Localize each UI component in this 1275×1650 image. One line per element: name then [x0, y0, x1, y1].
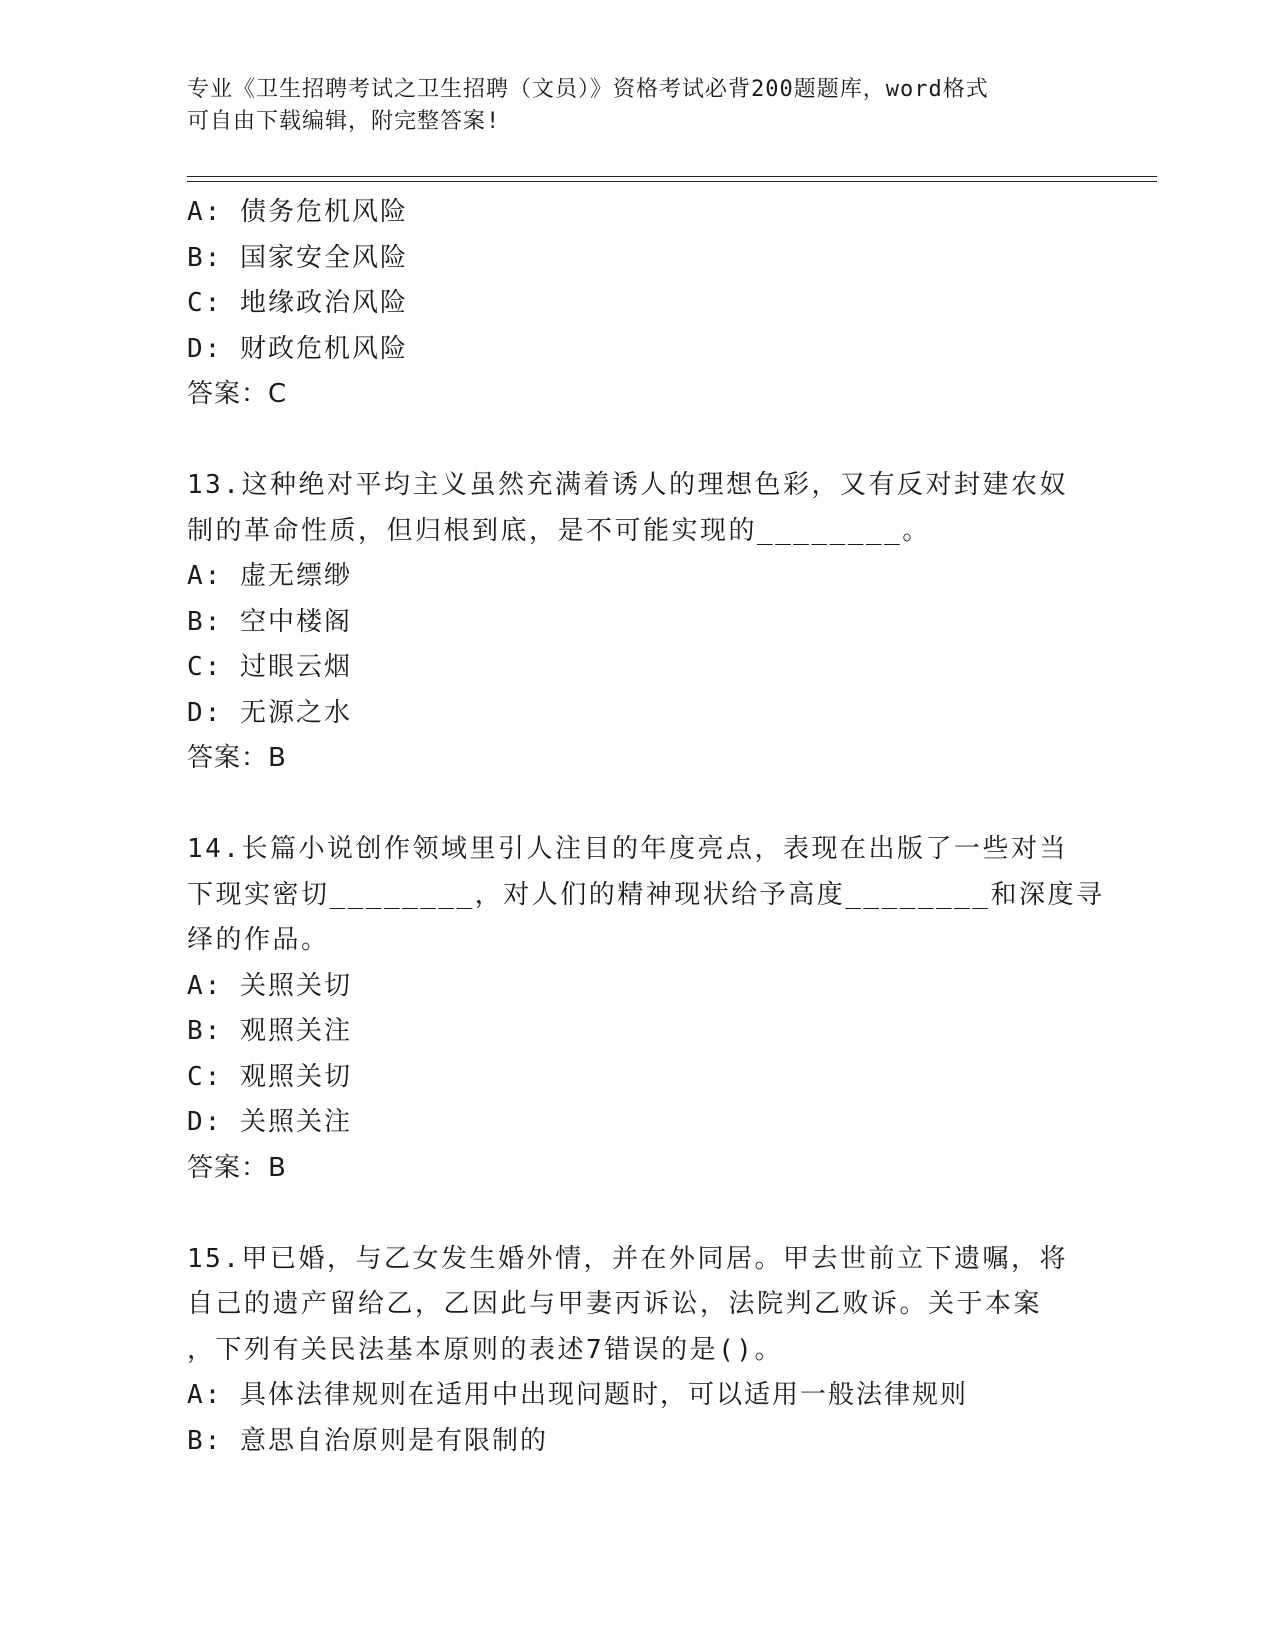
answer-line: 答案：B [187, 1152, 287, 1183]
header-divider-bottom [187, 181, 1157, 182]
option-b: B: 国家安全风险 [187, 242, 408, 273]
spacer [187, 782, 1087, 828]
question-text-line: 自己的遗产留给乙，乙因此与甲妻丙诉讼，法院判乙败诉。关于本案 [187, 1289, 1043, 1319]
question-list [187, 190, 1105, 1464]
spacer [187, 1191, 1087, 1237]
option-c: C: 观照关切 [187, 1061, 352, 1092]
spacer [187, 418, 1087, 464]
option-d: D: 关照关注 [187, 1107, 352, 1137]
option-b: B: 意思自治原则是有限制的 [187, 1425, 548, 1456]
option-c: C: 过眼云烟 [187, 652, 352, 682]
header-divider-top [187, 176, 1157, 177]
question-text-line: 下现实密切________，对人们的精神现状给予高度________和深度寻 [187, 879, 1105, 910]
option-b: B: 观照关注 [187, 1016, 352, 1046]
option-a: A: 关照关切 [187, 970, 352, 1001]
option-d: D: 无源之水 [187, 697, 352, 728]
question-text-line: 制的革命性质，但归根到底，是不可能实现的________。 [187, 515, 931, 546]
option-a: A: 虚无缥缈 [187, 561, 352, 591]
question-text-line: 13.这种绝对平均主义虽然充满着诱人的理想色彩，又有反对封建农奴 [187, 470, 1068, 500]
question-13 [187, 463, 1087, 782]
option-d: D: 财政危机风险 [187, 333, 408, 364]
option-a: A: 债务危机风险 [187, 197, 408, 227]
question-text-line: 14.长篇小说创作领域里引人注目的年度亮点，表现在出版了一些对当 [187, 834, 1068, 864]
document-header [187, 74, 1067, 138]
header-title-line-2: 可自由下载编辑，附完整答案! [187, 109, 501, 134]
question-12 [187, 190, 1087, 418]
answer-line: 答案：C [187, 379, 288, 409]
option-c: C: 地缘政治风险 [187, 288, 408, 318]
question-14 [187, 827, 1105, 1191]
answer-line: 答案：B [187, 743, 287, 773]
header-title-line-1: 专业《卫生招聘考试之卫生招聘（文员）》资格考试必背200题题库，word格式 [187, 77, 989, 102]
question-text-line: 15.甲已婚，与乙女发生婚外情，并在外同居。甲去世前立下遗嘱，将 [187, 1243, 1068, 1274]
option-a: A: 具体法律规则在适用中出现问题时，可以适用一般法律规则 [187, 1380, 968, 1410]
option-b: B: 空中楼阁 [187, 606, 352, 637]
question-text-line: ，下列有关民法基本原则的表述7错误的是()。 [187, 1334, 783, 1365]
question-15 [187, 1237, 1087, 1465]
question-text-line: 绎的作品。 [187, 925, 330, 955]
